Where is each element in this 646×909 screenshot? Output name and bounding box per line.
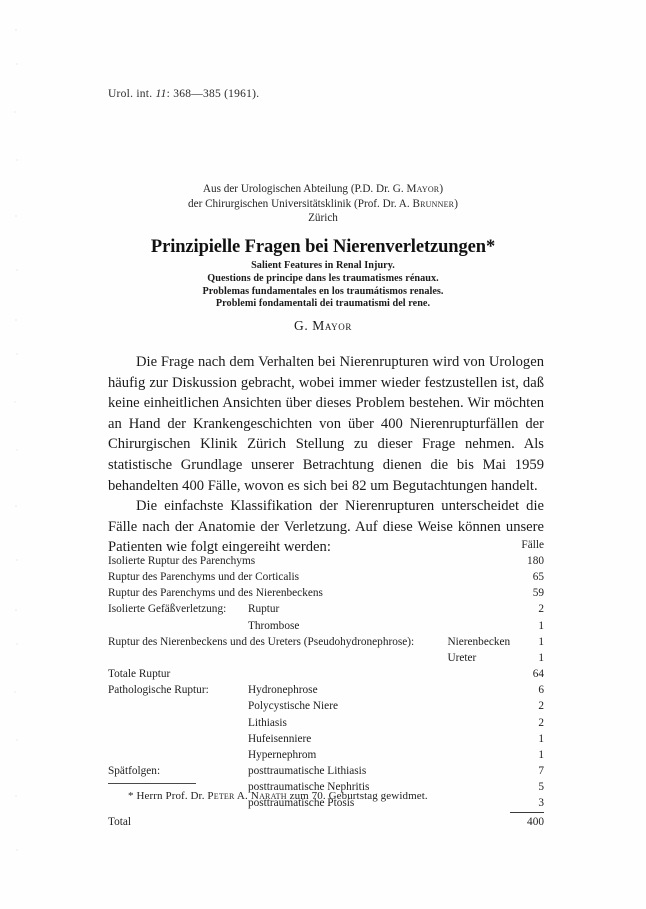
row-label: Ruptur des Parenchyms und der Corticalis: [108, 571, 300, 584]
row-value: 1: [538, 732, 544, 745]
footnote-marker: *: [128, 790, 134, 802]
scan-speckle-artifact: [14, 20, 20, 890]
affiliation-line-1-text: Aus der Urologischen Abteilung (P.D. Dr. G.: [202, 183, 407, 195]
total-label: Total: [108, 816, 132, 828]
row-value: 65: [532, 571, 544, 584]
row-sublabel: Polycystische Niere: [247, 700, 338, 713]
row-label: [108, 747, 248, 763]
column-header-faelle: Fälle: [521, 539, 544, 551]
header-spacer-1: [108, 538, 248, 553]
row-label: [108, 650, 447, 666]
subtitle-french: Questions de principe dans les traumatismes rénaux.: [207, 272, 439, 284]
row-value: 1: [538, 619, 544, 632]
row-value: 3: [538, 797, 544, 810]
row-value: 1: [538, 635, 544, 648]
affiliation-block: [0, 182, 646, 226]
row-sublabel: Hydronephrose: [247, 684, 318, 697]
article-author: G. Mayor: [294, 318, 352, 333]
journal-name: Urol. int.: [108, 88, 153, 100]
table-row: [108, 569, 544, 585]
footnote-text-post: zum 70. Geburtstag gewidmet.: [286, 790, 428, 802]
table-header-row: [108, 538, 544, 553]
affiliation-city: Zürich: [308, 212, 338, 224]
table-total-row: [108, 812, 544, 830]
row-sublabel: Ruptur: [247, 603, 280, 616]
row-value: 59: [532, 587, 544, 600]
row-value: 6: [538, 684, 544, 697]
row-value: 64: [532, 668, 544, 681]
table-row: [108, 731, 544, 747]
row-label: [108, 731, 248, 747]
affiliation-line-2: [0, 197, 646, 212]
article-body: [108, 352, 544, 558]
table-row: [108, 634, 544, 650]
row-label: Totale Ruptur: [108, 668, 171, 681]
affiliation-line-2-close: ): [454, 197, 458, 210]
row-sublabel: Hufeisenniere: [247, 732, 312, 745]
row-sublabel-secondary: Nierenbecken: [447, 635, 511, 648]
row-sublabel: posttraumatische Ptosis: [247, 797, 355, 810]
table-row: [108, 763, 544, 779]
row-sublabel: posttraumatische Nephritis: [247, 781, 370, 794]
row-value: 2: [538, 716, 544, 729]
paragraph-1: Die Frage nach dem Verhalten bei Nierenrupturen wird von Urologen häufig zur Diskussion gebracht, wobei immer wieder festzustellen ist, daß keine einheitlichen Ansichten über dieses Problem bestehen. Wir möchten an Hand der Krankengeschichten von über 400 Nierenrupturfällen der Chirurgischen Klinik Zürich Stellung zu dieser Frage nehmen. Als statistische Grundlage unserer Betrachtung dienen die bis Mai 1959 behandelten 400 Fälle, wovon es sich bei 82 um Begutachtungen handelt.: [108, 354, 544, 494]
footnote-honoree-name: Peter A. Narath: [207, 790, 287, 802]
row-label: [108, 698, 248, 714]
author-name-mayor: Mayor: [406, 183, 440, 195]
table-row: [108, 553, 544, 569]
volume-number: 11: [155, 88, 167, 100]
row-value: 180: [527, 555, 544, 567]
table-row: [108, 698, 544, 714]
row-label: [108, 618, 248, 634]
classification-table: [108, 538, 544, 830]
header-spacer-2: [248, 538, 448, 553]
row-label: Pathologische Ruptur:: [108, 684, 209, 697]
subtitle-spanish: Problemas fundamentales en los traumátismos renales.: [202, 285, 444, 297]
table-body: [108, 538, 544, 830]
table-row: [108, 650, 544, 666]
table-row: [108, 682, 544, 698]
paragraph-2: Die einfachste Klassifikation der Nierenrupturen unterscheidet die Fälle nach der Anatomie der Verletzung. Auf diese Weise können unsere Patienten wie folgt eingereiht werden:: [108, 498, 544, 556]
table-row: [108, 585, 544, 601]
row-sublabel: posttraumatische Lithiasis: [247, 765, 367, 778]
table-row: [108, 601, 544, 617]
table-row: [108, 666, 544, 682]
row-label: Isolierte Gefäßverletzung:: [108, 603, 227, 616]
row-sublabel: Hypernephrom: [247, 748, 317, 761]
row-label: [108, 715, 248, 731]
subtitle-italian: Problemi fondamentali dei traumatismi del rene.: [215, 298, 431, 310]
row-label: Isolierte Ruptur des Parenchyms: [108, 555, 256, 567]
affiliation-line-1-close: ): [439, 183, 444, 195]
page-range: : 368—385 (1961).: [166, 88, 260, 100]
affiliation-line-1: [0, 182, 646, 197]
row-value: 2: [538, 603, 544, 616]
running-head: [108, 88, 259, 100]
table-row: [108, 618, 544, 634]
table-row: [108, 747, 544, 763]
row-value: 2: [538, 700, 544, 713]
subtitle-english: Salient Features in Renal Injury.: [251, 260, 395, 271]
author-name-brunner: Brunner: [412, 197, 455, 210]
row-sublabel: Thrombose: [247, 619, 300, 632]
table-row: [108, 715, 544, 731]
total-value: 400: [510, 812, 544, 830]
footnote-text-pre: Herrn Prof. Dr.: [136, 790, 208, 802]
affiliation-line-2-text: der Chirurgischen Universitätsklinik (Prof. Dr. A.: [188, 197, 413, 210]
row-value: 1: [538, 651, 544, 664]
footnote-rule: [108, 783, 196, 784]
page-title: Prinzipielle Fragen bei Nierenverletzungen*: [150, 237, 496, 257]
table-element: [108, 538, 544, 830]
row-value: 5: [538, 781, 544, 794]
row-sublabel-secondary: Ureter: [447, 651, 477, 664]
footnote: [128, 790, 428, 802]
row-value: 7: [538, 765, 544, 778]
row-label: Ruptur des Parenchyms und des Nierenbeckens: [108, 587, 323, 600]
title-block: [0, 236, 646, 311]
row-sublabel: Lithiasis: [247, 716, 287, 729]
row-value: 1: [538, 748, 544, 761]
row-label: Spätfolgen:: [108, 765, 161, 778]
row-label: Ruptur des Nierenbeckens und des Ureters (Pseudohydronephrose):: [108, 635, 415, 648]
header-spacer-3: [447, 538, 510, 553]
